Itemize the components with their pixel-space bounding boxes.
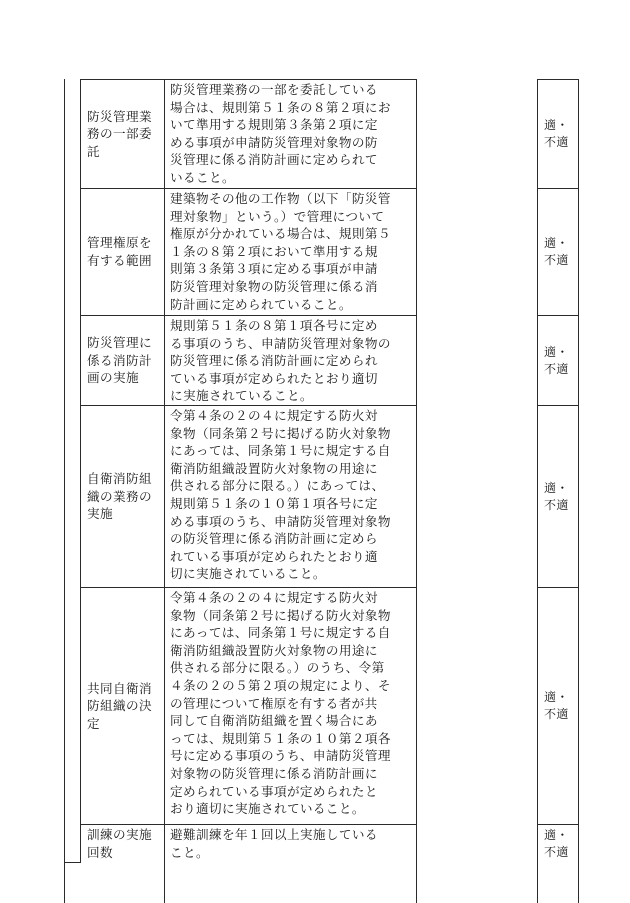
requirement-text: 避難訓練を年１回以上実施している こと。 <box>170 827 378 860</box>
judgment-text: 適・ 不適 <box>544 118 569 149</box>
judgment-text: 適・ 不適 <box>544 480 569 512</box>
item-label-text: 防災管理に 係る消防計 画の実施 <box>87 335 152 386</box>
item-label-text: 防災管理業 務の一部委 託 <box>87 108 152 159</box>
item-label-text: 管理権原を 有する範囲 <box>87 235 152 268</box>
judgment-right-border <box>578 79 579 903</box>
requirement-text: 規則第５１条の８第１項各号に定め る事項のうち、申請防災管理対象物の 防災管理に係る消防計画に定められ ている事項が定められたとおり適切 に実施されていること。 <box>170 318 391 404</box>
item-label <box>81 825 164 863</box>
judgment-cell <box>538 80 578 188</box>
item-label <box>81 80 164 188</box>
item-label-text: 訓練の実施 回数 <box>87 827 152 860</box>
judgment-cell <box>538 825 578 865</box>
judgment-cell <box>538 406 578 587</box>
requirement-text: 防災管理業務の一部を委託している 場合は、規則第５１条の８第２項にお いて準用する規則第３条第２項に定 める事項が申請防災管理対象物の防 災管理に係る消防計画に定められて いること。 <box>170 82 391 185</box>
item-column-bottom-border <box>64 862 81 863</box>
content-right-border <box>416 79 417 903</box>
judgment-text: 適・ 不適 <box>544 236 569 267</box>
item-label <box>81 189 164 315</box>
item-label-text: 自衛消防組 織の業務の 実施 <box>87 471 152 522</box>
outer-left-border <box>64 79 65 903</box>
requirement-text: 令第４条の２の４に規定する防火対 象物（同条第２号に掲げる防火対象物 にあっては、同条第１号に規定する自 衛消防組織設置防火対象物の用途に 供される部分に限る。）のうち、令第 ４条の２の５第２項の規定により、そ の管理について権原を有する者が共 同して自衛消防組織を置く場合にあ っては、規則第５１条の１０第２項各 号に定める事項のうち、申請防災管理 対象物の防災管理に係る消防計画に 定められている事項が定められたと おり適切に実施されていること。 <box>170 590 391 817</box>
requirement-text: 建築物その他の工作物（以下「防災管 理対象物」という。）で管理について 権原が分かれている場合は、規則第５ １条の８第２項において準用する規 則第３条第３項に定める事項が申請 防災管理対象物の防災管理に係る消 防計画に定められていること。 <box>170 191 391 312</box>
judgment-cell <box>538 588 578 824</box>
item-label <box>81 588 164 824</box>
judgment-text: 適・ 不適 <box>544 828 569 859</box>
judgment-text: 適・ 不適 <box>544 344 569 376</box>
judgment-text: 適・ 不適 <box>544 690 569 721</box>
item-label <box>81 316 164 405</box>
judgment-cell <box>538 189 578 315</box>
requirement-text: 令第４条の２の４に規定する防火対 象物（同条第２号に掲げる防火対象物 にあっては、同条第１号に規定する自 衛消防組織設置防火対象物の用途に 供される部分に限る。）にあっては、 規則第５１条の１０第１項各号に定 める事項のうち、申請防災管理対象物 の防災管理に係る消防計画に定めら れている事項が定められたとおり適 切に実施されていること。 <box>170 408 391 582</box>
item-label <box>81 406 164 587</box>
judgment-cell <box>538 316 578 405</box>
item-label-text: 共同自衛消 防組織の決 定 <box>87 680 152 731</box>
